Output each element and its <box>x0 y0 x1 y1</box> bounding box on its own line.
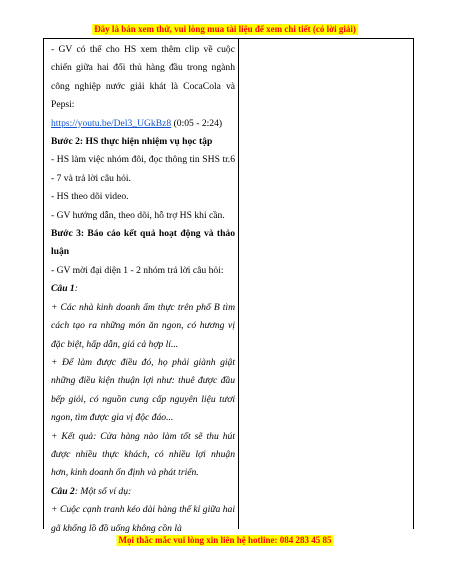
preview-banner: Đây là bản xem thử, vui lòng mua tài liệu để xem chi tiết (có lời giải) <box>94 24 356 34</box>
question-1-title: Câu 1 <box>51 283 75 295</box>
answer-item: + Để làm được điều đó, họ phải giành giật những điều kiện thuận lợi như: thuê được đầu bếp giỏi, có nguồn cung cấp nguyên liệu tươi ngon, tìm được gia vị độc đáo... <box>51 356 235 424</box>
question-2-label <box>51 483 235 501</box>
step-2-item: - GV hướng dẫn, theo dõi, hỗ trợ HS khi cần. <box>51 209 225 221</box>
lesson-table <box>43 38 414 534</box>
step-3-heading: Bước 3: Báo cáo kết quả hoạt động và thảo luận <box>51 228 235 258</box>
video-reference <box>51 115 235 133</box>
step-3-item: - GV mời đại diện 1 - 2 nhóm trả lời câu hỏi: <box>51 264 224 276</box>
answer-item: + Cuộc cạnh tranh kéo dài hàng thế kỉ giữa hai gã khổng lồ đồ uống không cồn là <box>51 504 235 534</box>
video-link[interactable]: https://youtu.be/Del3_UGkBz8 <box>51 117 172 129</box>
question-1-label <box>51 280 235 298</box>
answer-item: + Kết quả: Cửa hàng nào làm tốt sẽ thu hút được nhiều thực khách, có nhiều lợi nhuận hơn, kinh doanh ổn định và phát triển. <box>51 430 235 479</box>
activity-cell <box>51 41 235 538</box>
answer-item: + Các nhà kinh doanh ẩm thực trên phố B tìm cách tạo ra những món ăn ngon, có hương vị đặc biệt, hấp dẫn, giá cả hợp lí... <box>51 301 235 350</box>
teacher-note: - GV có thể cho HS xem thêm clip về cuộc chiến giữa hai đối thủ hàng đầu trong ngành công nghiệp nước giải khát là CocaCola và Pepsi: <box>51 44 235 111</box>
question-1-colon: : <box>74 283 78 295</box>
hotline-banner: Mọi thắc mắc vui lòng xin liên hệ hotline: 084 283 45 85 <box>118 535 332 545</box>
video-time: (0:05 - 2:24) <box>171 117 223 129</box>
question-2-title: Câu 2 <box>51 485 75 497</box>
step-2-item: - HS làm việc nhóm đôi, đọc thông tin SHS tr.6 - 7 và trả lời câu hỏi. <box>51 154 235 184</box>
column-divider <box>238 39 239 529</box>
question-2-rest: : Một số ví dụ: <box>74 485 132 497</box>
step-2-item: - HS theo dõi video. <box>51 191 129 203</box>
step-2-heading: Bước 2: HS thực hiện nhiệm vụ học tập <box>51 136 213 148</box>
